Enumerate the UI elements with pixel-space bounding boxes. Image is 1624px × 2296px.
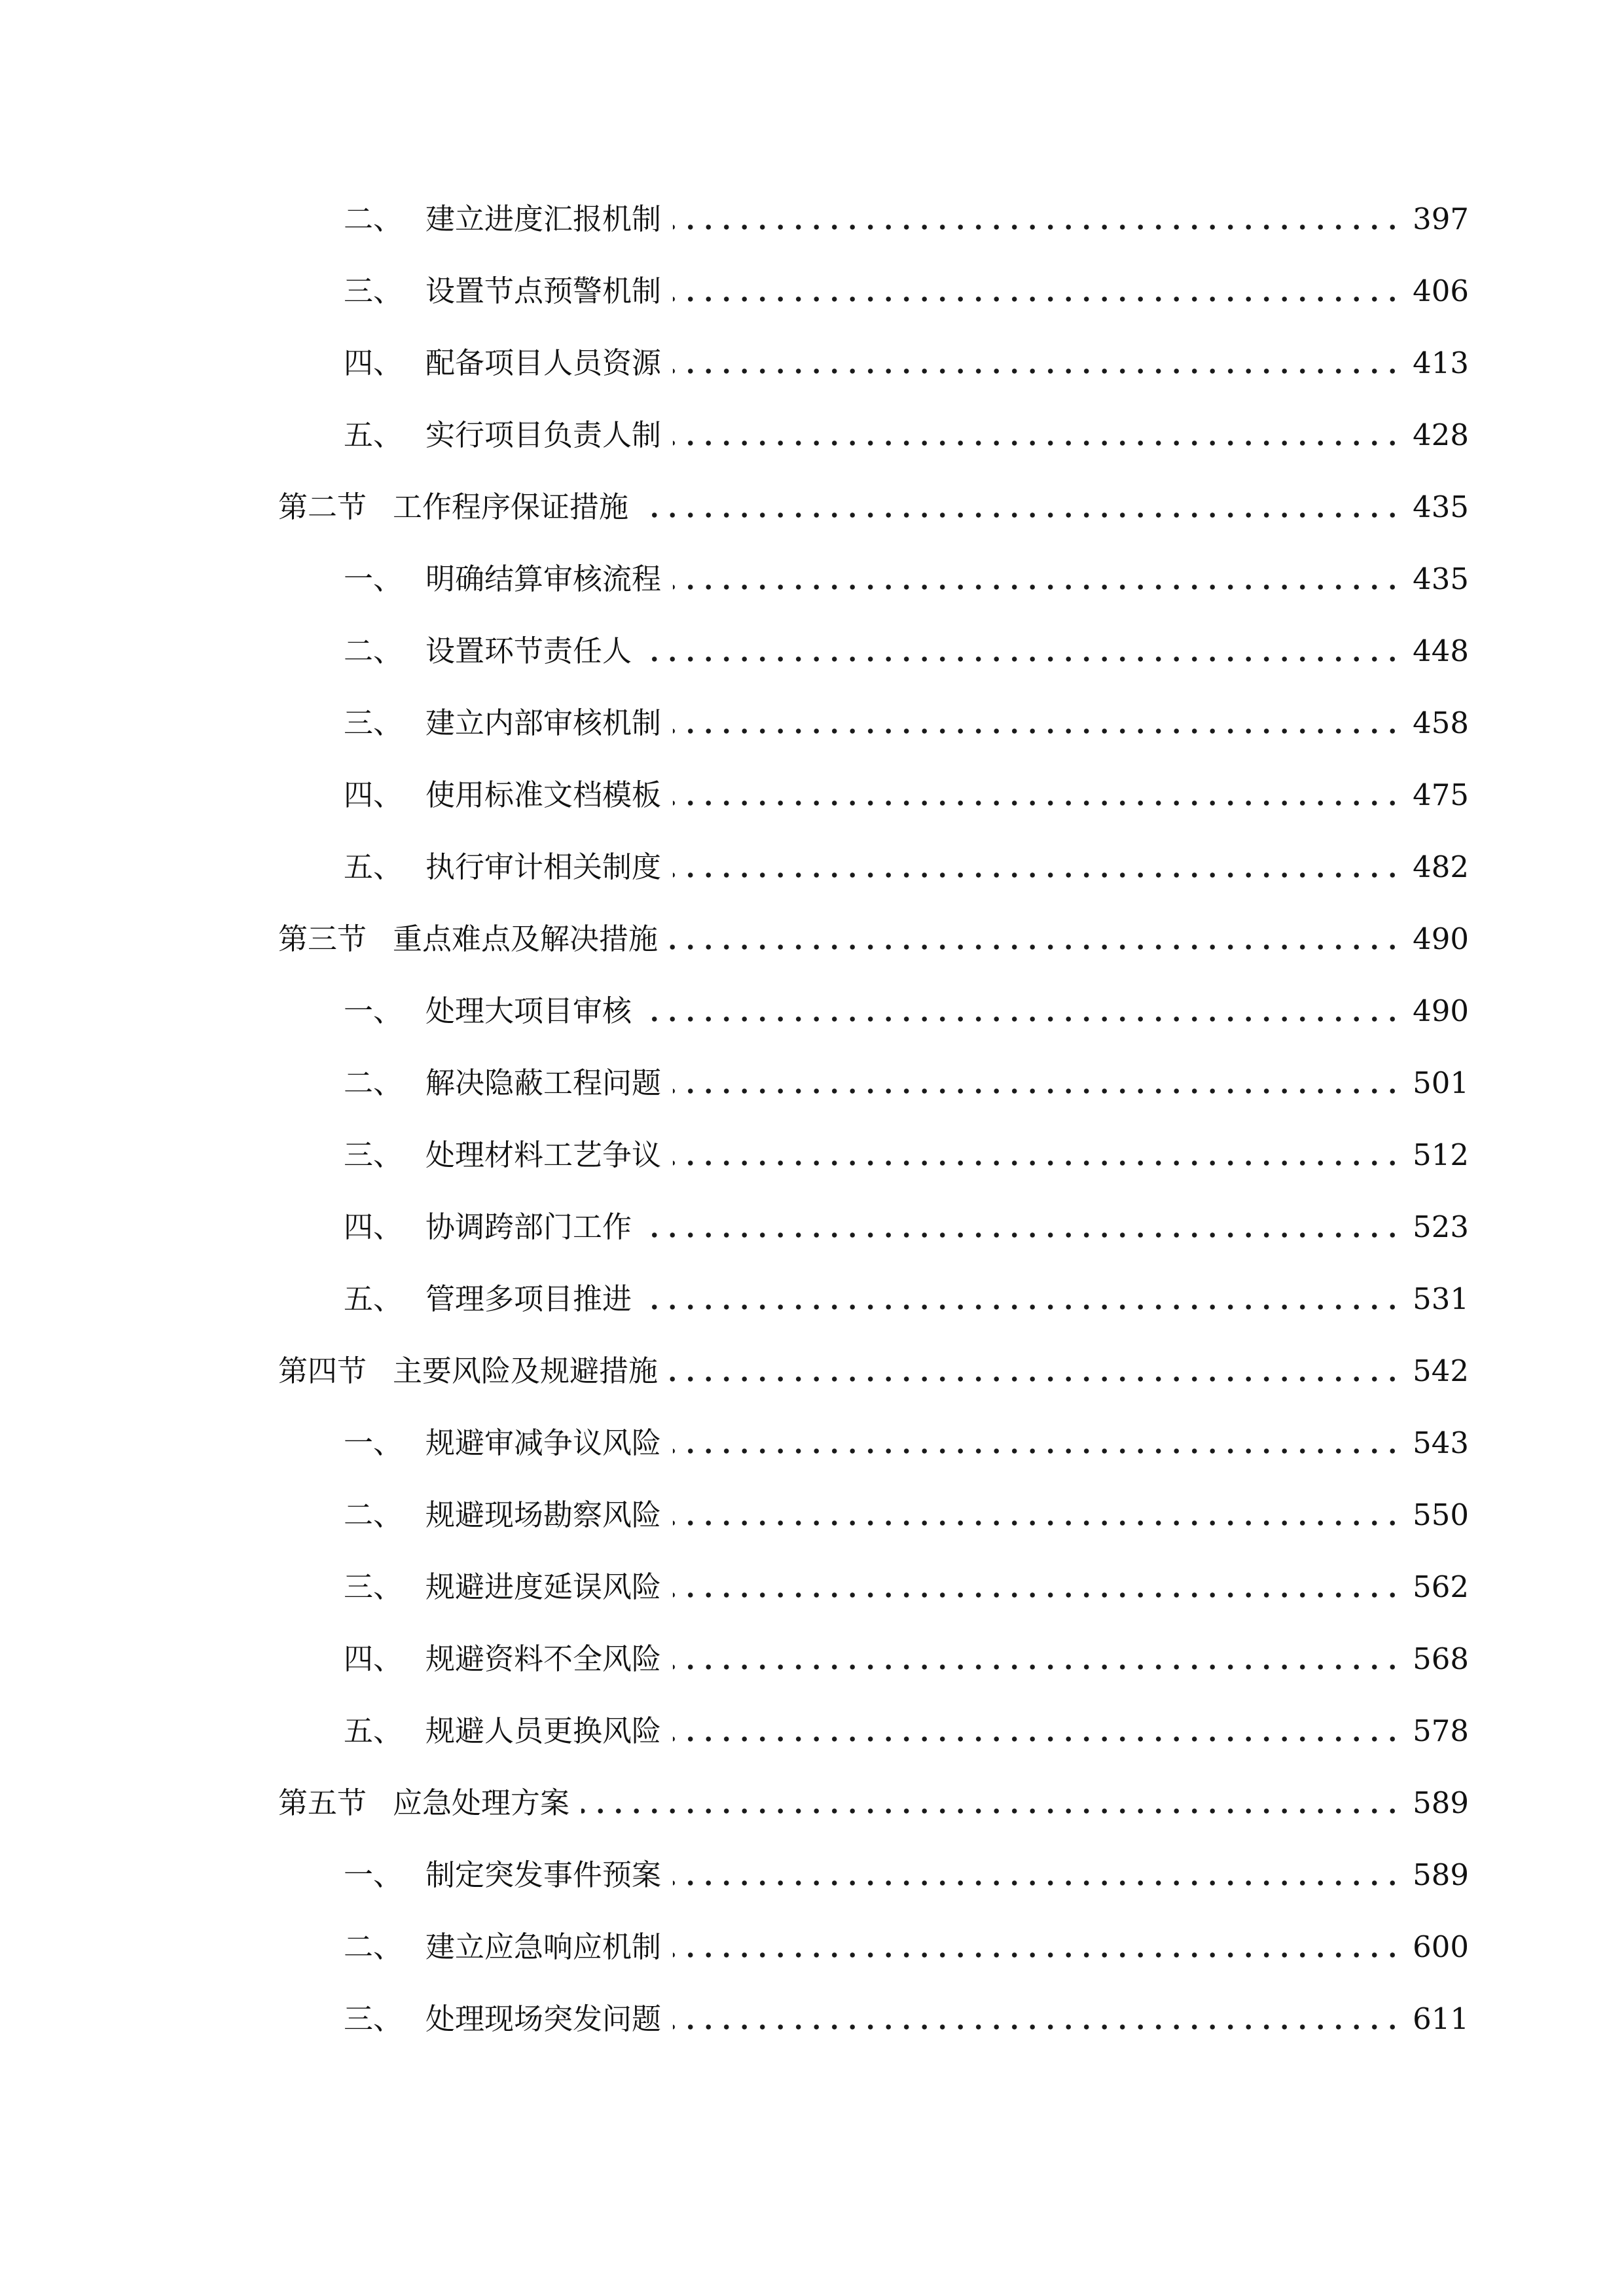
toc-dot-leader (673, 2024, 1401, 2030)
toc-dot-leader (673, 728, 1401, 734)
toc-entry[interactable] (0, 1273, 1624, 1325)
toc-dot-leader (673, 1664, 1401, 1670)
toc-entry-number: 第二节 (278, 490, 367, 524)
toc-entry-title: 设置节点预警机制 (425, 274, 662, 308)
toc-entry-number: 三、 (344, 274, 403, 308)
toc-entry-title: 明确结算审核流程 (425, 562, 662, 596)
toc-entry-title: 管理多项目推进 (425, 1282, 632, 1316)
toc-entry-number: 五、 (344, 850, 403, 884)
toc-entry[interactable] (0, 985, 1624, 1037)
toc-dot-leader (673, 584, 1401, 590)
toc-entry-title: 建立内部审核机制 (425, 706, 662, 740)
toc-entry-title: 使用标准文档模板 (425, 778, 662, 812)
toc-dot-leader (643, 656, 1401, 662)
toc-entry-title: 协调跨部门工作 (425, 1210, 632, 1244)
toc-entry-page: 482 (1413, 850, 1469, 884)
toc-dot-leader (581, 1808, 1401, 1814)
toc-dot-leader (673, 440, 1401, 446)
toc-entry-page: 611 (1413, 2001, 1469, 2036)
toc-entry-number: 三、 (344, 1138, 403, 1172)
toc-dot-leader (673, 1088, 1401, 1094)
toc-entry[interactable] (0, 1129, 1624, 1181)
toc-entry-page: 589 (1413, 1857, 1469, 1892)
toc-entry-number: 第三节 (278, 922, 367, 956)
toc-dot-leader (670, 944, 1401, 950)
toc-entry-page: 542 (1413, 1354, 1469, 1388)
toc-entry-number: 五、 (344, 418, 403, 452)
toc-entry-page: 501 (1413, 1066, 1469, 1100)
toc-entry-page: 435 (1413, 490, 1469, 524)
toc-entry-title: 解决隐蔽工程问题 (425, 1066, 662, 1100)
toc-entry-number: 四、 (344, 1641, 403, 1676)
toc-entry-number: 三、 (344, 1570, 403, 1604)
toc-dot-leader (673, 1592, 1401, 1598)
toc-entry[interactable] (0, 1057, 1624, 1109)
toc-dot-leader (643, 1016, 1401, 1022)
toc-dot-leader (673, 368, 1401, 374)
toc-entry-title: 规避现场勘察风险 (425, 1498, 662, 1532)
toc-dot-leader (673, 1520, 1401, 1526)
toc-section-entry[interactable] (0, 1345, 1624, 1397)
toc-entry-title: 配备项目人员资源 (425, 346, 662, 380)
toc-dot-leader (673, 1952, 1401, 1958)
toc-entry-title: 规避资料不全风险 (425, 1641, 662, 1676)
toc-entry-title: 实行项目负责人制 (425, 418, 662, 452)
toc-entry-number: 一、 (344, 1857, 403, 1892)
toc-entry[interactable] (0, 1849, 1624, 1901)
toc-entry[interactable] (0, 769, 1624, 821)
toc-entry[interactable] (0, 1561, 1624, 1613)
toc-dot-leader (673, 1160, 1401, 1166)
toc-entry-number: 二、 (344, 1066, 403, 1100)
toc-entry[interactable] (0, 1201, 1624, 1253)
toc-entry-number: 二、 (344, 1929, 403, 1964)
toc-entry-title: 设置环节责任人 (425, 634, 632, 668)
toc-entry[interactable] (0, 1993, 1624, 2045)
toc-dot-leader (673, 1880, 1401, 1886)
toc-entry-number: 二、 (344, 634, 403, 668)
toc-entry-page: 523 (1413, 1210, 1469, 1244)
toc-entry-page: 448 (1413, 634, 1469, 668)
toc-entry-page: 600 (1413, 1929, 1469, 1964)
toc-entry-number: 三、 (344, 2001, 403, 2036)
toc-entry-page: 397 (1413, 202, 1469, 236)
toc-entry-title: 建立应急响应机制 (425, 1929, 662, 1964)
toc-dot-leader (670, 1376, 1401, 1382)
toc-entry-page: 475 (1413, 778, 1469, 812)
toc-entry-number: 一、 (344, 562, 403, 596)
toc-entry-number: 四、 (344, 778, 403, 812)
toc-entry[interactable] (0, 1489, 1624, 1541)
toc-entry-number: 五、 (344, 1282, 403, 1316)
toc-entry[interactable] (0, 193, 1624, 245)
toc-entry[interactable] (0, 1705, 1624, 1757)
toc-dot-leader (673, 296, 1401, 302)
toc-entry-page: 531 (1413, 1282, 1469, 1316)
toc-entry-title: 执行审计相关制度 (425, 850, 662, 884)
toc-entry-number: 四、 (344, 1210, 403, 1244)
toc-entry-number: 二、 (344, 202, 403, 236)
toc-entry-title: 规避人员更换风险 (425, 1713, 662, 1748)
toc-section-entry[interactable] (0, 481, 1624, 533)
toc-entry-page: 550 (1413, 1498, 1469, 1532)
toc-section-entry[interactable] (0, 913, 1624, 965)
toc-entry-title: 应急处理方案 (393, 1785, 570, 1820)
toc-dot-leader (640, 512, 1401, 518)
toc-entry[interactable] (0, 1417, 1624, 1469)
toc-entry[interactable] (0, 265, 1624, 317)
toc-entry-page: 589 (1413, 1785, 1469, 1820)
toc-entry-page: 458 (1413, 706, 1469, 740)
toc-entry-number: 第四节 (278, 1354, 367, 1388)
toc-entry[interactable] (0, 409, 1624, 461)
toc-entry-number: 一、 (344, 994, 403, 1028)
toc-entry-page: 490 (1413, 994, 1469, 1028)
toc-entry-page: 428 (1413, 418, 1469, 452)
toc-entry-title: 重点难点及解决措施 (393, 922, 659, 956)
toc-entry[interactable] (0, 697, 1624, 749)
toc-entry-page: 562 (1413, 1570, 1469, 1604)
toc-entry-title: 处理材料工艺争议 (425, 1138, 662, 1172)
toc-dot-leader (673, 1448, 1401, 1454)
toc-entry-number: 五、 (344, 1713, 403, 1748)
toc-entry-title: 处理现场突发问题 (425, 2001, 662, 2036)
toc-dot-leader (673, 224, 1401, 230)
toc-entry[interactable] (0, 625, 1624, 677)
toc-entry-number: 一、 (344, 1426, 403, 1460)
toc-entry-title: 工作程序保证措施 (393, 490, 629, 524)
toc-entry-title: 处理大项目审核 (425, 994, 632, 1028)
toc-entry-title: 主要风险及规避措施 (393, 1354, 659, 1388)
toc-entry[interactable] (0, 841, 1624, 893)
toc-dot-leader (643, 1304, 1401, 1310)
toc-entry-number: 三、 (344, 706, 403, 740)
toc-entry-title: 建立进度汇报机制 (425, 202, 662, 236)
toc-entry-page: 568 (1413, 1641, 1469, 1676)
toc-entry-title: 制定突发事件预案 (425, 1857, 662, 1892)
toc-entry-page: 578 (1413, 1713, 1469, 1748)
toc-entry[interactable] (0, 553, 1624, 605)
toc-entry-title: 规避审减争议风险 (425, 1426, 662, 1460)
toc-entry-number: 第五节 (278, 1785, 367, 1820)
toc-dot-leader (643, 1232, 1401, 1238)
toc-entry-page: 490 (1413, 922, 1469, 956)
toc-entry-page: 435 (1413, 562, 1469, 596)
toc-dot-leader (673, 1736, 1401, 1742)
toc-entry[interactable] (0, 337, 1624, 389)
toc-entry-page: 413 (1413, 346, 1469, 380)
toc-entry[interactable] (0, 1921, 1624, 1973)
toc-entry-page: 406 (1413, 274, 1469, 308)
toc-entry-page: 512 (1413, 1138, 1469, 1172)
toc-entry-number: 四、 (344, 346, 403, 380)
toc-entry-title: 规避进度延误风险 (425, 1570, 662, 1604)
toc-entry-number: 二、 (344, 1498, 403, 1532)
toc-entry-page: 543 (1413, 1426, 1469, 1460)
toc-section-entry[interactable] (0, 1777, 1624, 1829)
toc-entry[interactable] (0, 1633, 1624, 1685)
toc-dot-leader (673, 800, 1401, 806)
toc-dot-leader (673, 872, 1401, 878)
